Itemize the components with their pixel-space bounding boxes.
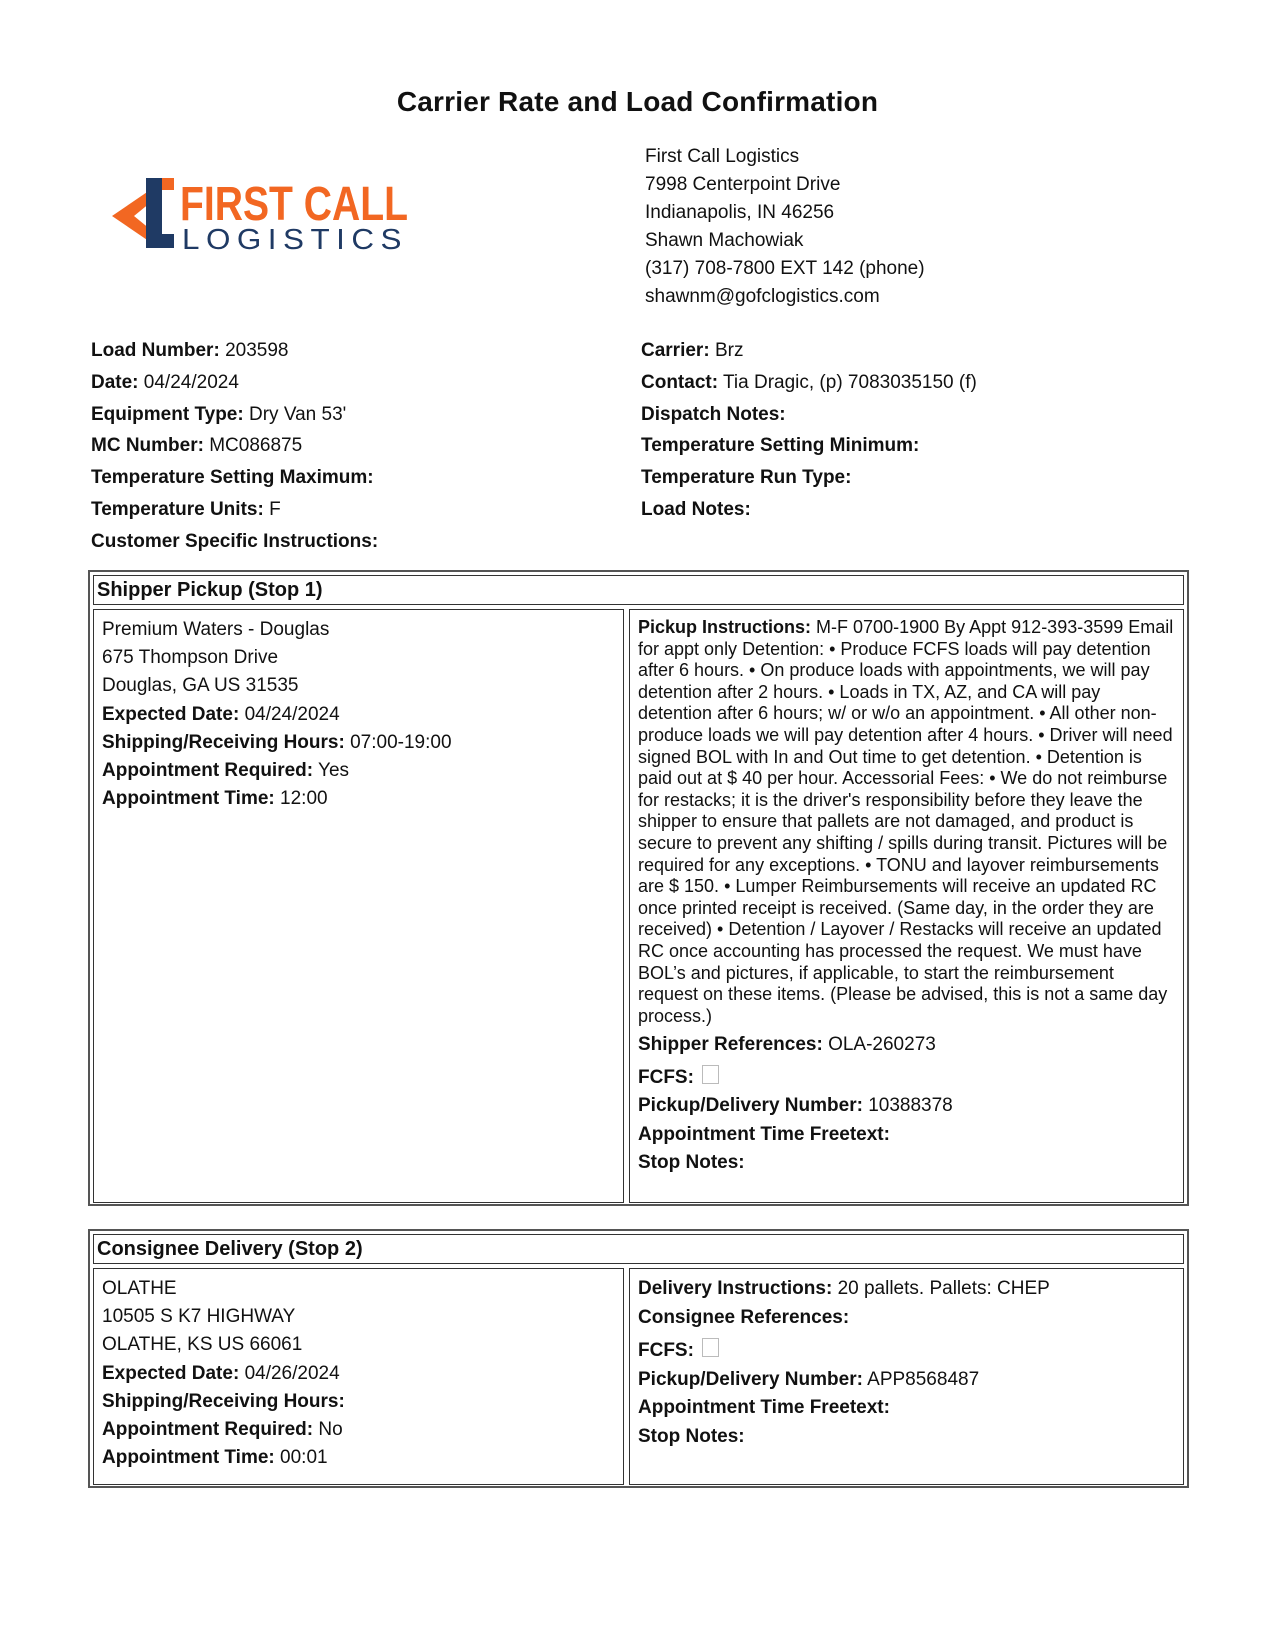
mc-number: MC086875 xyxy=(209,435,303,457)
carrier-contact: Tia Dragic, (p) 7083035150 (f) xyxy=(723,371,977,393)
stop1-details-cell xyxy=(629,609,1184,1203)
stop1-address-cell xyxy=(93,609,624,1203)
svg-text:FIRST CALL: FIRST CALL xyxy=(180,178,408,231)
page-title: Carrier Rate and Load Confirmation xyxy=(396,86,879,117)
stop2-fcfs-checkbox[interactable] xyxy=(702,1338,719,1357)
stop2-appt-time-row: Appointment Time: 00:01 xyxy=(102,1447,328,1469)
stop2-delivery-instructions-row: Delivery Instructions: 20 pallets. Pallets: CHEP xyxy=(638,1278,1050,1299)
dispatch-notes-row: Dispatch Notes: xyxy=(641,403,786,425)
stop1-freetext-row: Appointment Time Freetext: xyxy=(638,1123,890,1145)
mc-number-row: MC Number: MC086875 xyxy=(91,435,303,457)
load-number-row: Load Number: 203598 xyxy=(91,340,289,361)
stop2-appt-required-row: Appointment Required: No xyxy=(102,1419,343,1441)
load-info-left xyxy=(91,335,378,558)
stop1-shipper-references-row: Shipper References: OLA-260273 xyxy=(638,1034,936,1056)
stop1-name: Premium Waters - Douglas xyxy=(102,619,330,640)
company-address-line1: 7998 Centerpoint Drive xyxy=(645,174,841,195)
customer-instructions-row: Customer Specific Instructions: xyxy=(91,530,379,552)
stop1-notes-row: Stop Notes: xyxy=(638,1152,745,1174)
temp-units-row: Temperature Units: F xyxy=(91,498,281,520)
stop1-expected-row: Expected Date: 04/24/2024 xyxy=(102,703,340,725)
stop1-heading: Shipper Pickup (Stop 1) xyxy=(93,575,1184,605)
stop2-freetext-row: Appointment Time Freetext: xyxy=(638,1397,890,1418)
stop1-hours-row: Shipping/Receiving Hours: 07:00-19:00 xyxy=(102,731,452,753)
stop1-appt-required-row: Appointment Required: Yes xyxy=(102,760,350,782)
stop1-address1: 675 Thompson Drive xyxy=(102,647,279,669)
company-name: First Call Logistics xyxy=(645,146,800,167)
stop1-pickup-instructions: Pickup Instructions: M-F 0700-1900 By Appt 912-393-3599 Email for appt only Detention: • Produce FCFS loads will pay detention after 6 hours. • On produce loads with appointments, we will pay detention after 2 hours. • Loads in TX, AZ, and CA will pay detention after 6 hours; w/ or w/o an appointment. • All other non-produce loads we will pay detention after 4 hours. • Driver will need signed BOL with In and Out time to get detention. • Detention is paid out at $ 40 per hour. Accessorial Fees: • We do not reimburse for restacks; it is the driver's responsibility before they leave the shipper to ensure that pallets are not damaged, and product is secure to prevent any shifting / spills during transit. Pictures will be required for any exceptions. • TONU and layover reimbursements are $ 150. • Lumper Reimbursements will receive an updated RC once printed receipt is received. (Same day, in the order they are received) • Detention / Layover / Restacks will receive an updated RC once accounting has processed the request. We must have BOL’s and pictures, if applicable, to start the reimbursement request on these items. (Please be advised, this is not a same day process.) xyxy=(638,617,1174,1026)
stop1-fcfs-row: FCFS: xyxy=(638,1064,1177,1093)
stop2-hours-row: Shipping/Receiving Hours: xyxy=(102,1390,345,1412)
stop2-expected-row: Expected Date: 04/26/2024 xyxy=(102,1362,340,1384)
load-info-right xyxy=(641,335,977,526)
company-phone: (317) 708-7800 EXT 142 (phone) xyxy=(645,258,925,279)
carrier-row: Carrier: Brz xyxy=(641,340,744,361)
contact-row: Contact: Tia Dragic, (p) 7083035150 (f) xyxy=(641,371,977,393)
stop2-name: OLATHE xyxy=(102,1278,177,1299)
stop2-table xyxy=(88,1229,1189,1488)
stop2-fcfs-row: FCFS: xyxy=(638,1337,1050,1366)
company-logo xyxy=(112,176,432,266)
carrier-name: Brz xyxy=(714,340,744,361)
stop1-table xyxy=(88,570,1189,1206)
stop2-address1: 10505 S K7 HIGHWAY xyxy=(102,1306,296,1328)
load-date-row: Date: 04/24/2024 xyxy=(91,371,239,393)
svg-text:LOGISTICS: LOGISTICS xyxy=(182,224,408,256)
load-date: 04/24/2024 xyxy=(143,371,239,393)
stop2-details-cell xyxy=(629,1268,1184,1485)
stop2-consignee-references-row: Consignee References: xyxy=(638,1306,850,1328)
stop1-fcfs-checkbox[interactable] xyxy=(702,1065,719,1084)
stop2-pd-number-row: Pickup/Delivery Number: APP8568487 xyxy=(638,1368,980,1390)
equipment-type: Dry Van 53' xyxy=(249,403,347,425)
temp-units: F xyxy=(269,498,281,520)
company-contact-name: Shawn Machowiak xyxy=(645,230,804,251)
temp-run-row: Temperature Run Type: xyxy=(641,467,852,489)
stop1-address2: Douglas, GA US 31535 xyxy=(102,675,299,697)
company-email[interactable]: shawnm@gofclogistics.com xyxy=(645,286,880,307)
stop1-pd-number-row: Pickup/Delivery Number: 10388378 xyxy=(638,1095,953,1117)
temp-max-row: Temperature Setting Maximum: xyxy=(91,467,374,489)
company-address-block xyxy=(645,143,925,311)
load-notes-row: Load Notes: xyxy=(641,498,751,520)
stop2-address2: OLATHE, KS US 66061 xyxy=(102,1334,303,1356)
stop2-address-cell xyxy=(93,1268,624,1485)
stop1-appt-time-row: Appointment Time: 12:00 xyxy=(102,788,328,810)
load-number: 203598 xyxy=(225,340,289,361)
stop2-notes-row: Stop Notes: xyxy=(638,1425,745,1447)
company-address-line2: Indianapolis, IN 46256 xyxy=(645,202,835,223)
stop2-heading: Consignee Delivery (Stop 2) xyxy=(93,1234,1184,1264)
temp-min-row: Temperature Setting Minimum: xyxy=(641,435,920,457)
equipment-row: Equipment Type: Dry Van 53' xyxy=(91,403,347,425)
